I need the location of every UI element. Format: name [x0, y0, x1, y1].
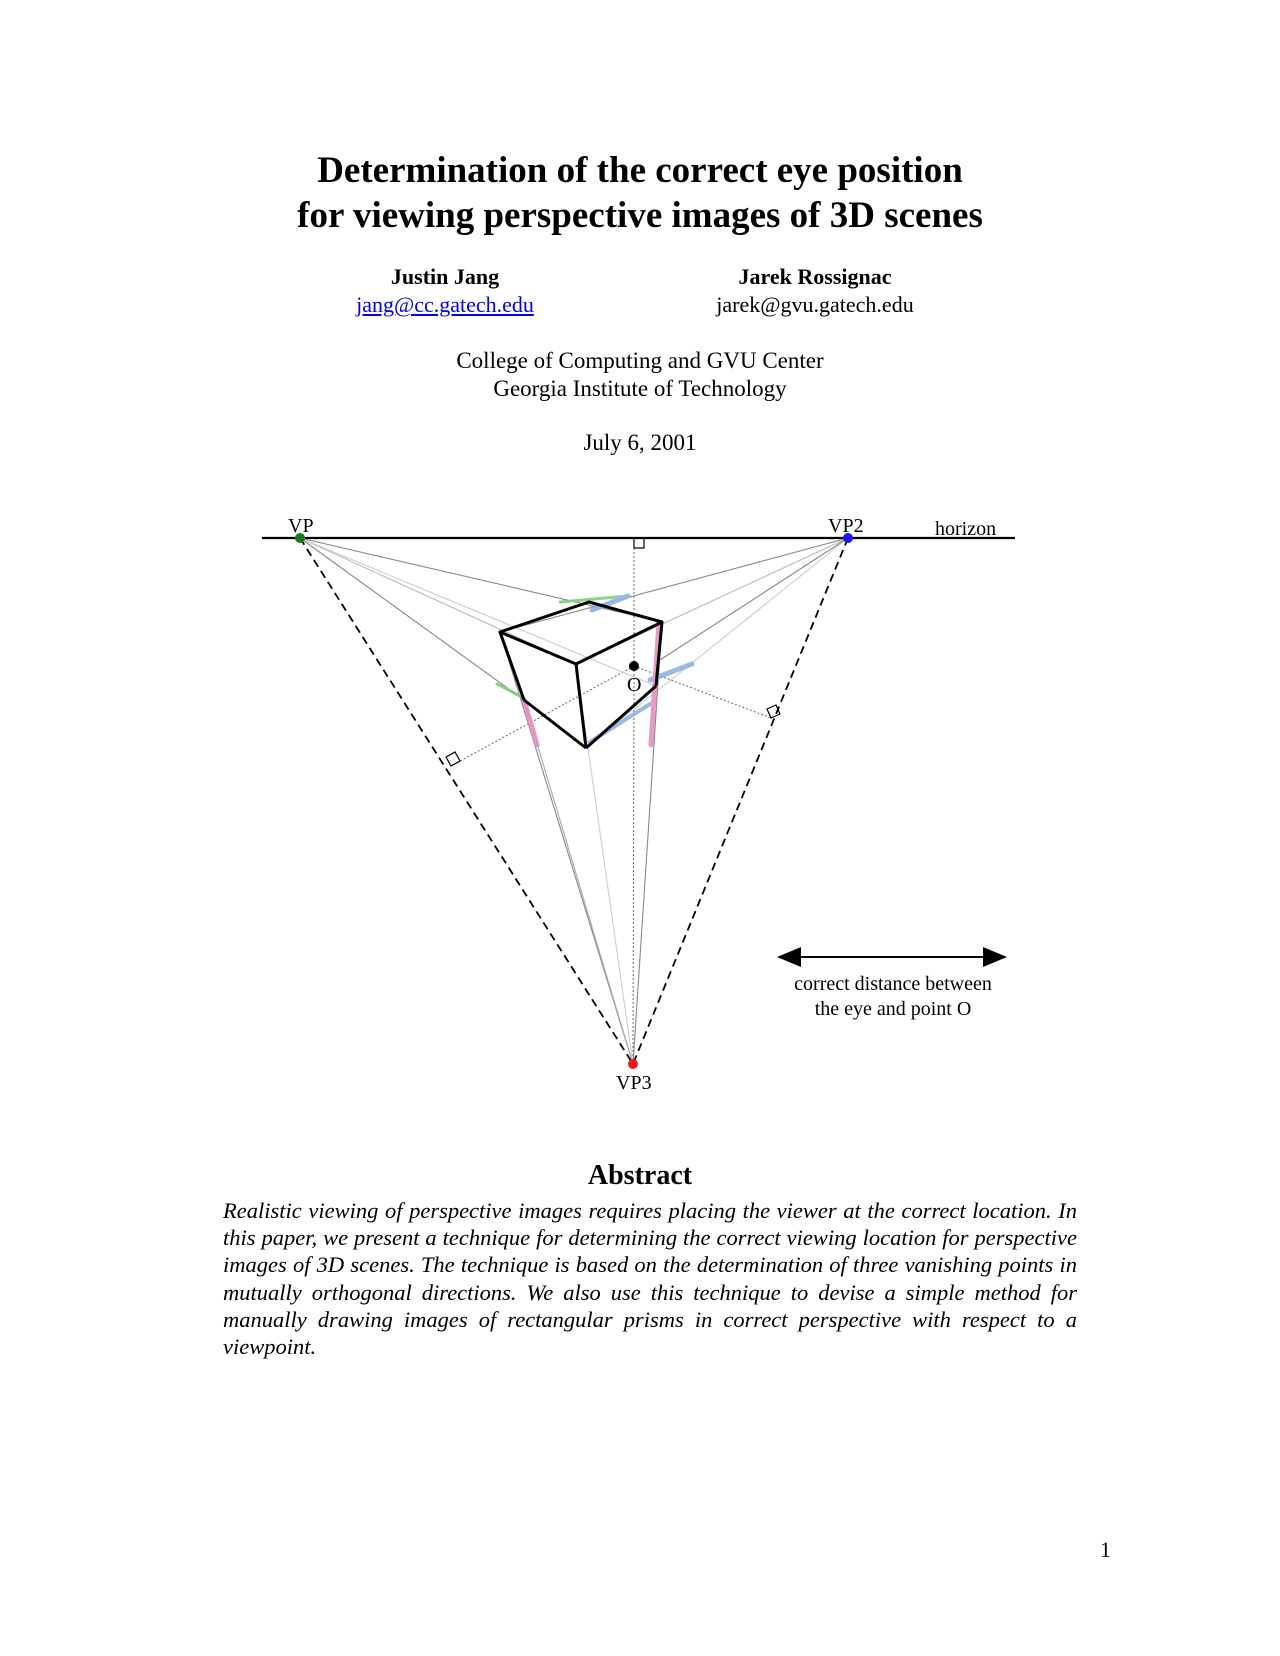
- vp3-label: VP3: [616, 1072, 652, 1094]
- page-number: 1: [1100, 1537, 1111, 1562]
- distance-label-line-1: correct distance between: [794, 973, 992, 995]
- author-name: Jarek Rossignac: [738, 264, 892, 289]
- distance-label-line-2: the eye and point O: [814, 998, 972, 1020]
- paper-date: July 6, 2001: [583, 430, 697, 455]
- abstract-heading: Abstract: [587, 1160, 693, 1191]
- abstract-body: Realistic viewing of perspective images requires placing the viewer at the correct location. In this paper, we present a technique for determining the correct viewing location for perspective images of 3D scenes. The technique is based on the determination of three vanishing points in mutually orthogonal directions. We also use this technique to devise a simple method for manually drawing images of rectangular prisms in correct perspective with respect to a viewpoint.: [223, 1198, 1077, 1360]
- altitude-lines: [451, 538, 771, 1064]
- triangle-edge-vp1-vp3: [300, 538, 633, 1064]
- affiliation-line-1: College of Computing and GVU Center: [456, 348, 824, 373]
- right-angle-marks: [446, 538, 780, 766]
- edge-highlights: [497, 596, 692, 745]
- title-line-2: for viewing perspective images of 3D scenes: [297, 195, 983, 236]
- author-email: jarek@gvu.gatech.edu: [716, 292, 914, 317]
- construction-lines: [300, 538, 848, 1064]
- vp2-label: VP2: [828, 515, 864, 537]
- title-line-1: Determination of the correct eye position: [317, 150, 963, 191]
- horizon-label: horizon: [935, 518, 997, 540]
- author-email-link[interactable]: jang@cc.gatech.edu: [356, 292, 534, 317]
- vp3-point: [628, 1059, 638, 1069]
- vp1-label: VP: [288, 515, 314, 537]
- author-name: Justin Jang: [390, 264, 500, 289]
- origin-label: O: [627, 674, 642, 696]
- origin-point: [629, 661, 639, 671]
- affiliation-line-2: Georgia Institute of Technology: [493, 376, 787, 401]
